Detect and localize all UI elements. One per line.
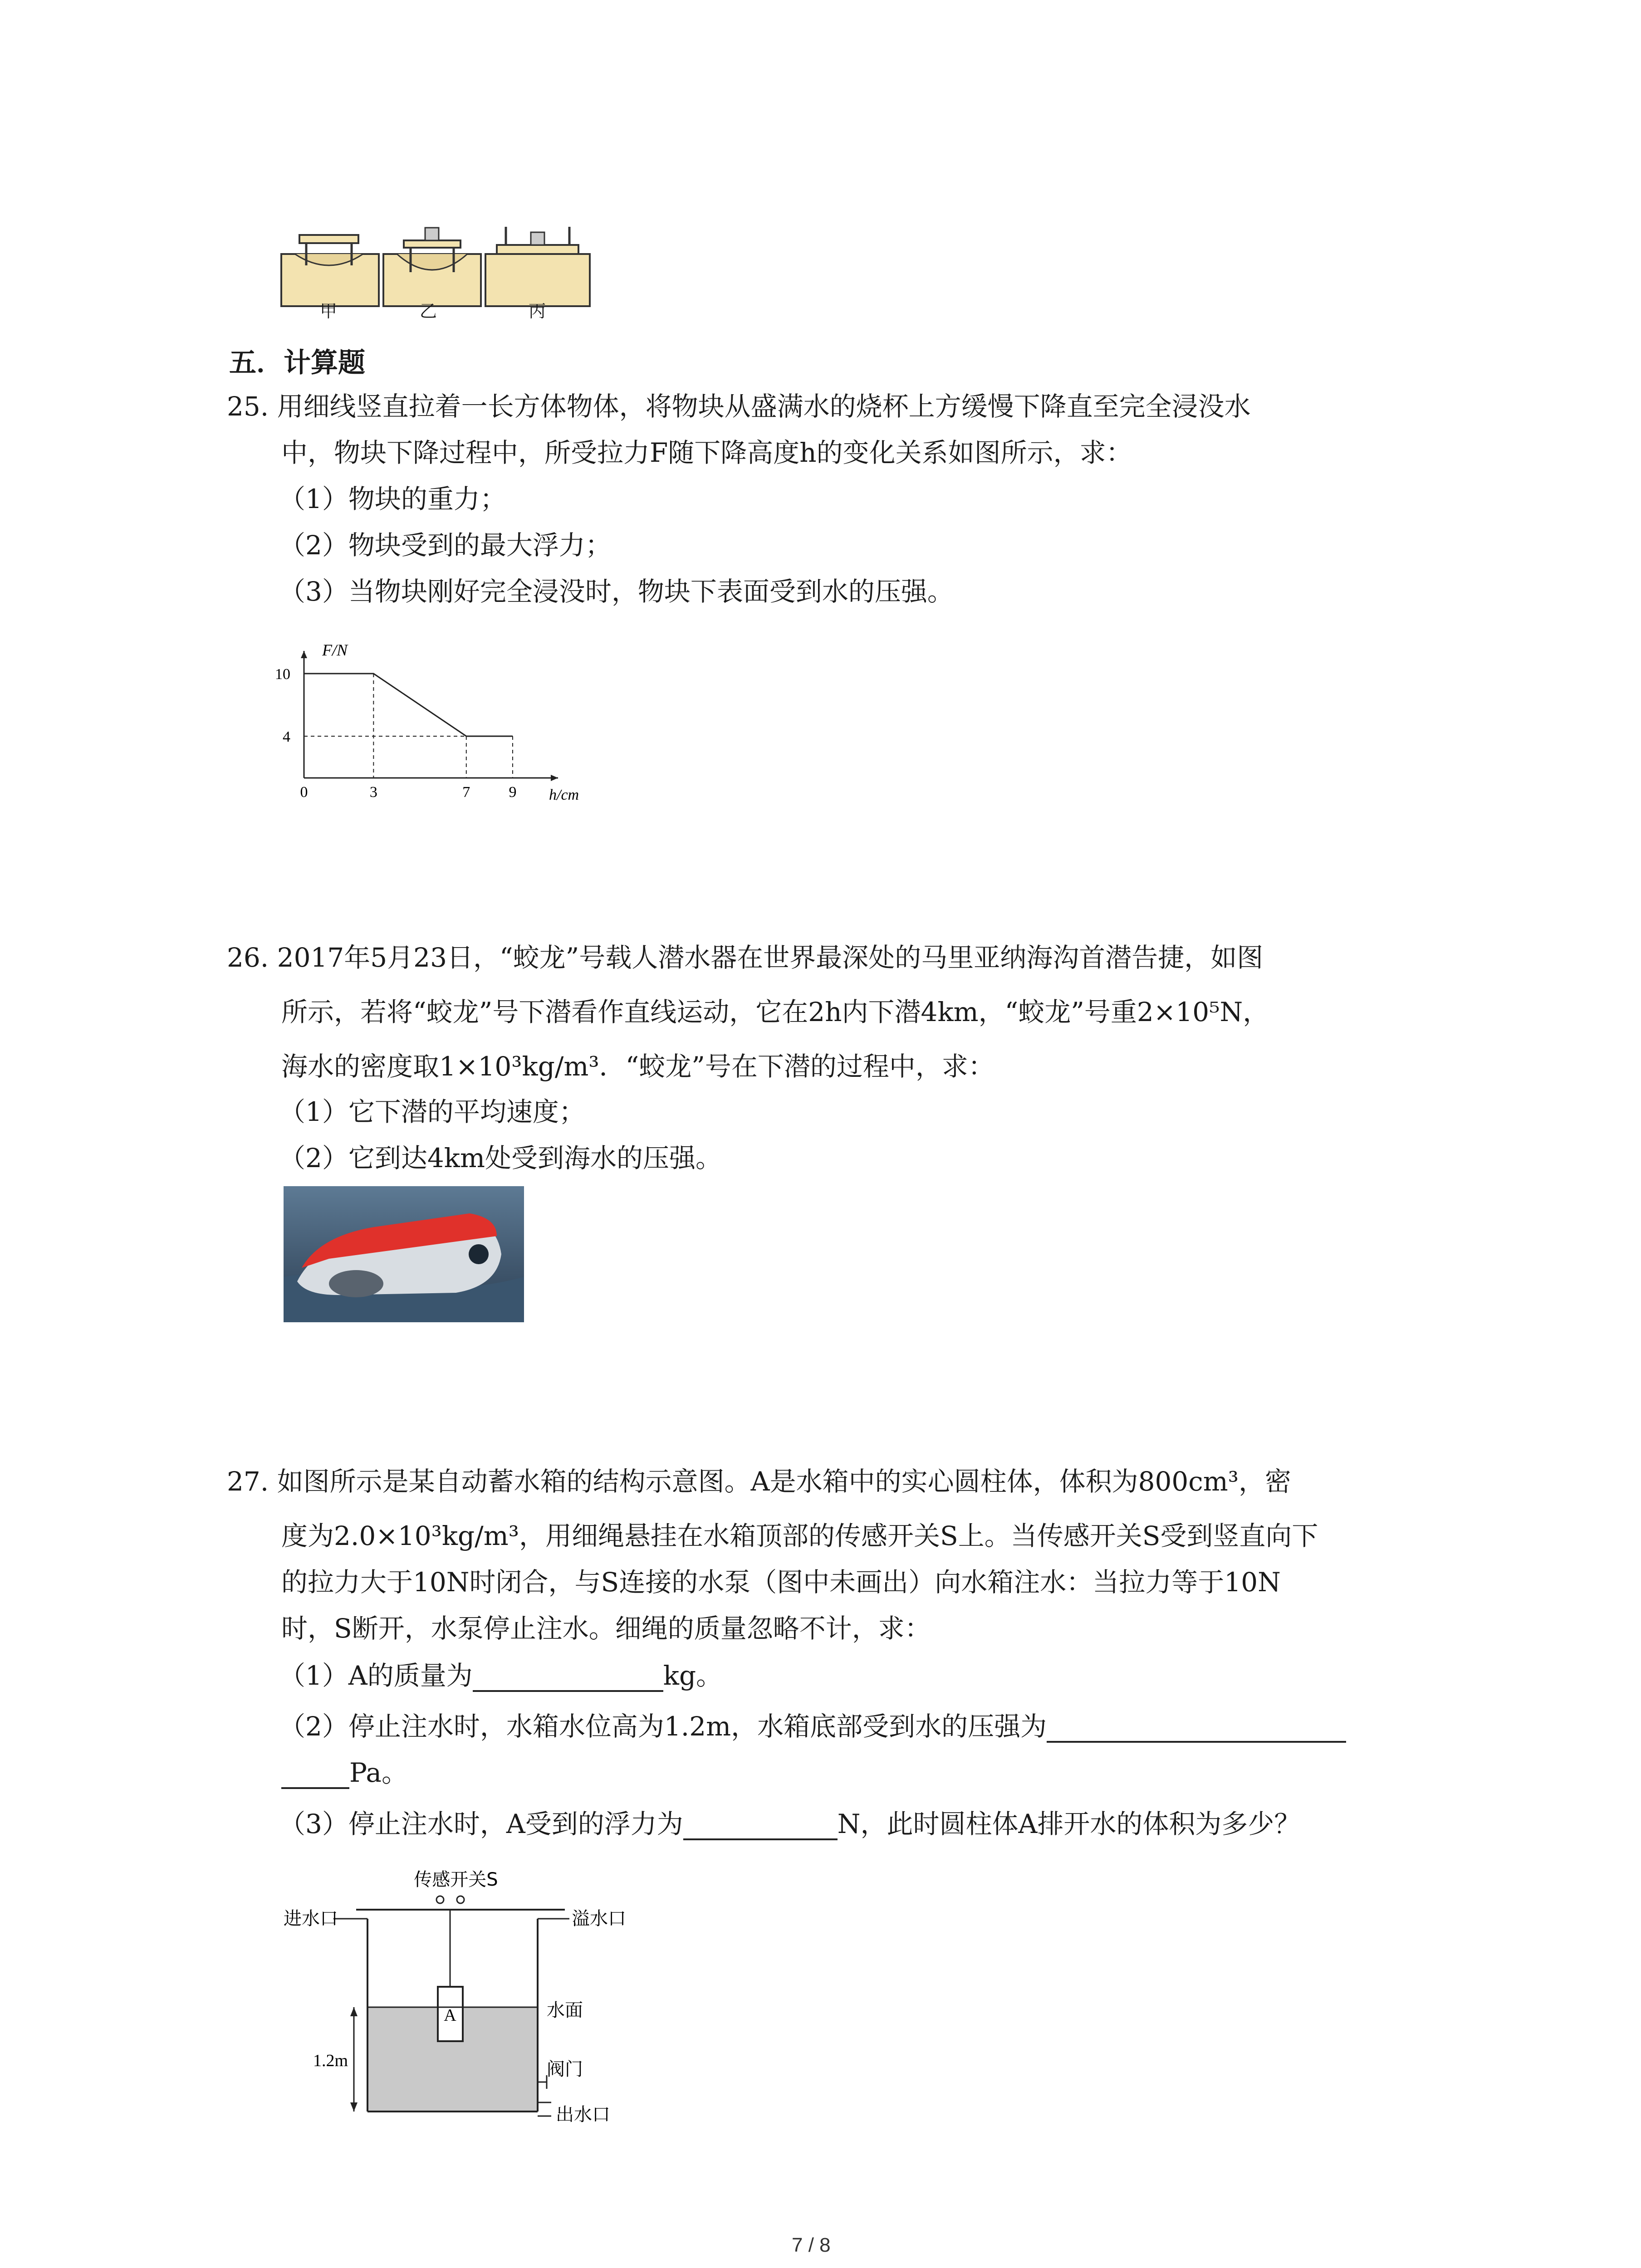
submersible-photo: [284, 1186, 524, 1322]
q27-line-4: 时，S断开，水泵停止注水。细绳的质量忽略不计，求：: [281, 1613, 931, 1644]
q27-sub-3-prefix: （3）停止注水时，A受到的浮力为: [279, 1809, 683, 1839]
q27-sub-3-suffix: N，此时圆柱体A排开水的体积为多少？: [837, 1809, 1301, 1839]
q26-line-3: 海水的密度取1×10³kg/m³．“蛟龙”号在下潜的过程中，求：: [281, 1051, 994, 1082]
x-tick-label: 9: [509, 784, 517, 801]
tank-label-valve: 阀门: [547, 2059, 583, 2080]
q27-sub-2: [279, 1710, 1346, 1743]
water-tank-diagram: [279, 1853, 642, 2143]
answer-blank-pressure-cont[interactable]: [281, 1761, 349, 1789]
y-tick-label: 10: [275, 666, 290, 683]
q27-sub-2-prefix: （2）停止注水时，水箱水位高为1.2m，水箱底部受到水的压强为: [279, 1711, 1047, 1742]
q26-sub-2: （2）它到达4km处受到海水的压强。: [279, 1143, 722, 1173]
q27-sub-1: [279, 1659, 722, 1692]
q26-sub-1: （1）它下潜的平均速度；: [279, 1096, 585, 1127]
figure-label-bing: 丙: [529, 301, 546, 321]
q25-line-2: 中，物块下降过程中，所受拉力F随下降高度h的变化关系如图所示，求：: [281, 437, 1132, 468]
tank-label-surface: 水面: [547, 2000, 583, 2021]
q27-sub-2-suffix: Pa。: [349, 1757, 408, 1788]
tank-label-overflow: 溢水口: [572, 1908, 626, 1929]
x-tick-label: 7: [462, 784, 470, 801]
tank-label-height: 1.2m: [313, 2051, 348, 2070]
x-axis-label: h/cm: [549, 787, 579, 803]
force-height-chart: [275, 621, 608, 807]
tank-label-inlet: 进水口: [284, 1908, 338, 1929]
y-axis-arrow: [301, 651, 307, 658]
q25-sub-2: （2）物块受到的最大浮力；: [279, 530, 612, 561]
tank-label-sensor: 传感开关S: [414, 1869, 498, 1890]
x-axis-arrow: [551, 775, 558, 781]
answer-blank-buoyancy[interactable]: [683, 1812, 838, 1840]
page-number: 7 / 8: [792, 2234, 831, 2256]
y-axis-label: F/N: [322, 641, 348, 659]
q27-line-3: 的拉力大于10N时闭合，与S连接的水泵（图中未画出）向水箱注水：当拉力等于10N: [281, 1567, 1281, 1598]
q26-line-1: 26. 2017年5月23日，“蛟龙”号载人潜水器在世界最深处的马里亚纳海沟首潜告捷，如图: [227, 942, 1264, 973]
tank-label-outlet: 出水口: [556, 2104, 610, 2125]
q27-sub-1-suffix: kg。: [663, 1660, 723, 1691]
q26-line-2: 所示，若将“蛟龙”号下潜看作直线运动，它在2h内下潜4km，“蛟龙”号重2×10⁵N，: [281, 997, 1269, 1027]
tank-label-block: A: [444, 2006, 456, 2025]
q27-sub-2-cont: [281, 1756, 408, 1789]
q27-line-1: 27. 如图所示是某自动蓄水箱的结构示意图。A是水箱中的实心圆柱体，体积为800cm³，密: [227, 1466, 1292, 1497]
section-title: 五．计算题: [229, 347, 365, 379]
answer-blank-pressure[interactable]: [1047, 1715, 1346, 1743]
q27-sub-1-prefix: （1）A的质量为: [279, 1660, 473, 1691]
figure-label-jia: 甲: [320, 301, 338, 321]
y-tick-label: 4: [283, 728, 290, 745]
q25-line-1: 25. 用细线竖直拉着一长方体物体，将物块从盛满水的烧杯上方缓慢下降直至完全浸没水: [227, 391, 1251, 422]
figure-label-yi: 乙: [420, 301, 437, 321]
q25-sub-3: （3）当物块刚好完全浸没时，物块下表面受到水的压强。: [279, 576, 954, 607]
q27-line-2: 度为2.0×10³kg/m³，用细绳悬挂在水箱顶部的传感开关S上。当传感开关S受到竖直向下: [281, 1520, 1318, 1551]
x-tick-label: 0: [300, 784, 308, 801]
series-line: [304, 674, 513, 736]
answer-blank-mass[interactable]: [473, 1664, 663, 1692]
q27-sub-3: [279, 1808, 1300, 1840]
x-tick-label: 3: [369, 784, 377, 801]
q25-sub-1: （1）物块的重力；: [279, 484, 506, 514]
